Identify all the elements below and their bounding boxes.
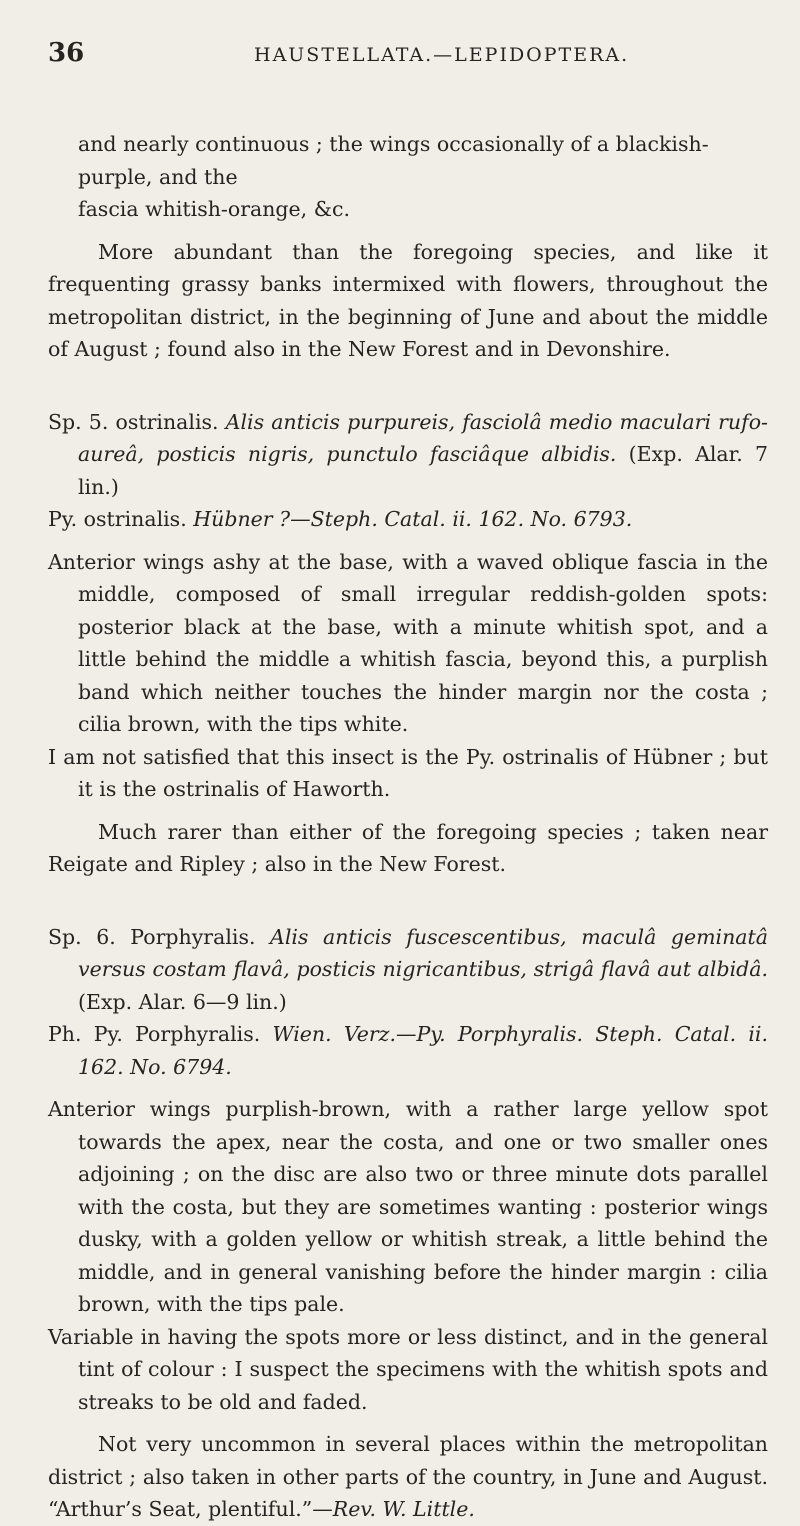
species-5-number: Sp. 5. bbox=[48, 409, 109, 434]
species-6-latin: Alis anticis fuscescentibus, maculâ geminatâ versus costam flavâ, posticis nigricantibus, strigâ flavâ aut albidâ. bbox=[78, 924, 768, 981]
habitat-paragraph: More abundant than the foregoing species, and like it frequenting grassy banks intermixed with flowers, throughout the metropolitan district, in the beginning of June and about the middle of August ; found also in the New Forest and in Devonshire. bbox=[48, 239, 768, 361]
species-6-expanse: (Exp. Alar. 6—9 lin.) bbox=[78, 989, 287, 1014]
species-6-authority: Rev. W. Little. bbox=[332, 1497, 475, 1521]
species-5-habitat: Much rarer than either of the foregoing species ; taken near Reigate and Ripley ; also in the New Forest. bbox=[48, 819, 768, 876]
species-6-variability: Variable in having the spots more or less distinct, and in the general tint of colour : I suspect the specimens with the whitish spots and streaks to be old and faded. bbox=[48, 1324, 768, 1414]
species-6-reference-1: Wien. Verz.—Py. Porphyralis. bbox=[272, 1022, 584, 1046]
continued-line-2: fascia whitish-orange, &c. bbox=[78, 197, 350, 221]
species-5-entry bbox=[48, 406, 768, 881]
continued-line-1: and nearly continuous ; the wings occasionally of a blackish-purple, and the bbox=[78, 132, 709, 189]
species-5-expanse: (Exp. Alar. 7 lin.) bbox=[78, 442, 768, 499]
species-6-habitat bbox=[48, 1428, 768, 1526]
species-6-reference-2: Steph. Catal. ii. 162. No. 6794. bbox=[78, 1022, 768, 1079]
species-5-latin: Alis anticis purpureis, fasciolâ medio maculari rufo-aureâ, posticis nigris, punctulo fasciâque albidis. bbox=[78, 409, 768, 466]
species-6-synonym: Ph. Py. Porphyralis. bbox=[48, 1022, 261, 1046]
page-body bbox=[48, 128, 768, 1526]
species-6-habitat-text: Not very uncommon in several places within the metropolitan district ; also taken in other parts of the country, in June and August. “Arthur’s Seat, plentiful.”— bbox=[48, 1432, 768, 1521]
species-5-description: Anterior wings ashy at the base, with a waved oblique fascia in the middle, composed of small irregular reddish-golden spots: posterior black at the base, with a minute whitish spot, and a little behind the middle a whitish fascia, beyond this, a purplish band which neither touches the hinder margin nor the costa ; cilia brown, with the tips white. bbox=[48, 549, 768, 736]
species-5-synonym: Py. ostrinalis. bbox=[48, 507, 187, 531]
species-5-diagnosis bbox=[48, 406, 768, 504]
running-head: HAUSTELLATA.—LEPIDOPTERA. bbox=[254, 44, 630, 66]
species-5-reference: Hübner ?—Steph. Catal. ii. 162. No. 6793. bbox=[193, 507, 633, 531]
species-6-name: Porphyralis. bbox=[130, 924, 256, 949]
species-6-entry bbox=[48, 921, 768, 1526]
species-6-description: Anterior wings purplish-brown, with a rather large yellow spot towards the apex, near the costa, and one or two smaller ones adjoining ; on the disc are also two or three minute dots parallel with the costa, but they are sometimes wanting : posterior wings dusky, with a golden yellow or whitish streak, a little behind the middle, and in general vanishing before the hinder margin : cilia brown, with the tips pale. bbox=[48, 1097, 768, 1316]
species-5-note: I am not satisfied that this insect is the Py. ostrinalis of Hübner ; but it is the ostrinalis of Haworth. bbox=[48, 744, 768, 801]
species-5-synonymy bbox=[48, 503, 768, 536]
species-6-diagnosis bbox=[48, 921, 768, 1019]
species-5-name: ostrinalis. bbox=[115, 409, 219, 434]
species-6-synonymy bbox=[48, 1018, 768, 1083]
species-6-number: Sp. 6. bbox=[48, 924, 116, 949]
page-header bbox=[0, 38, 800, 78]
page-number: 36 bbox=[48, 38, 85, 68]
